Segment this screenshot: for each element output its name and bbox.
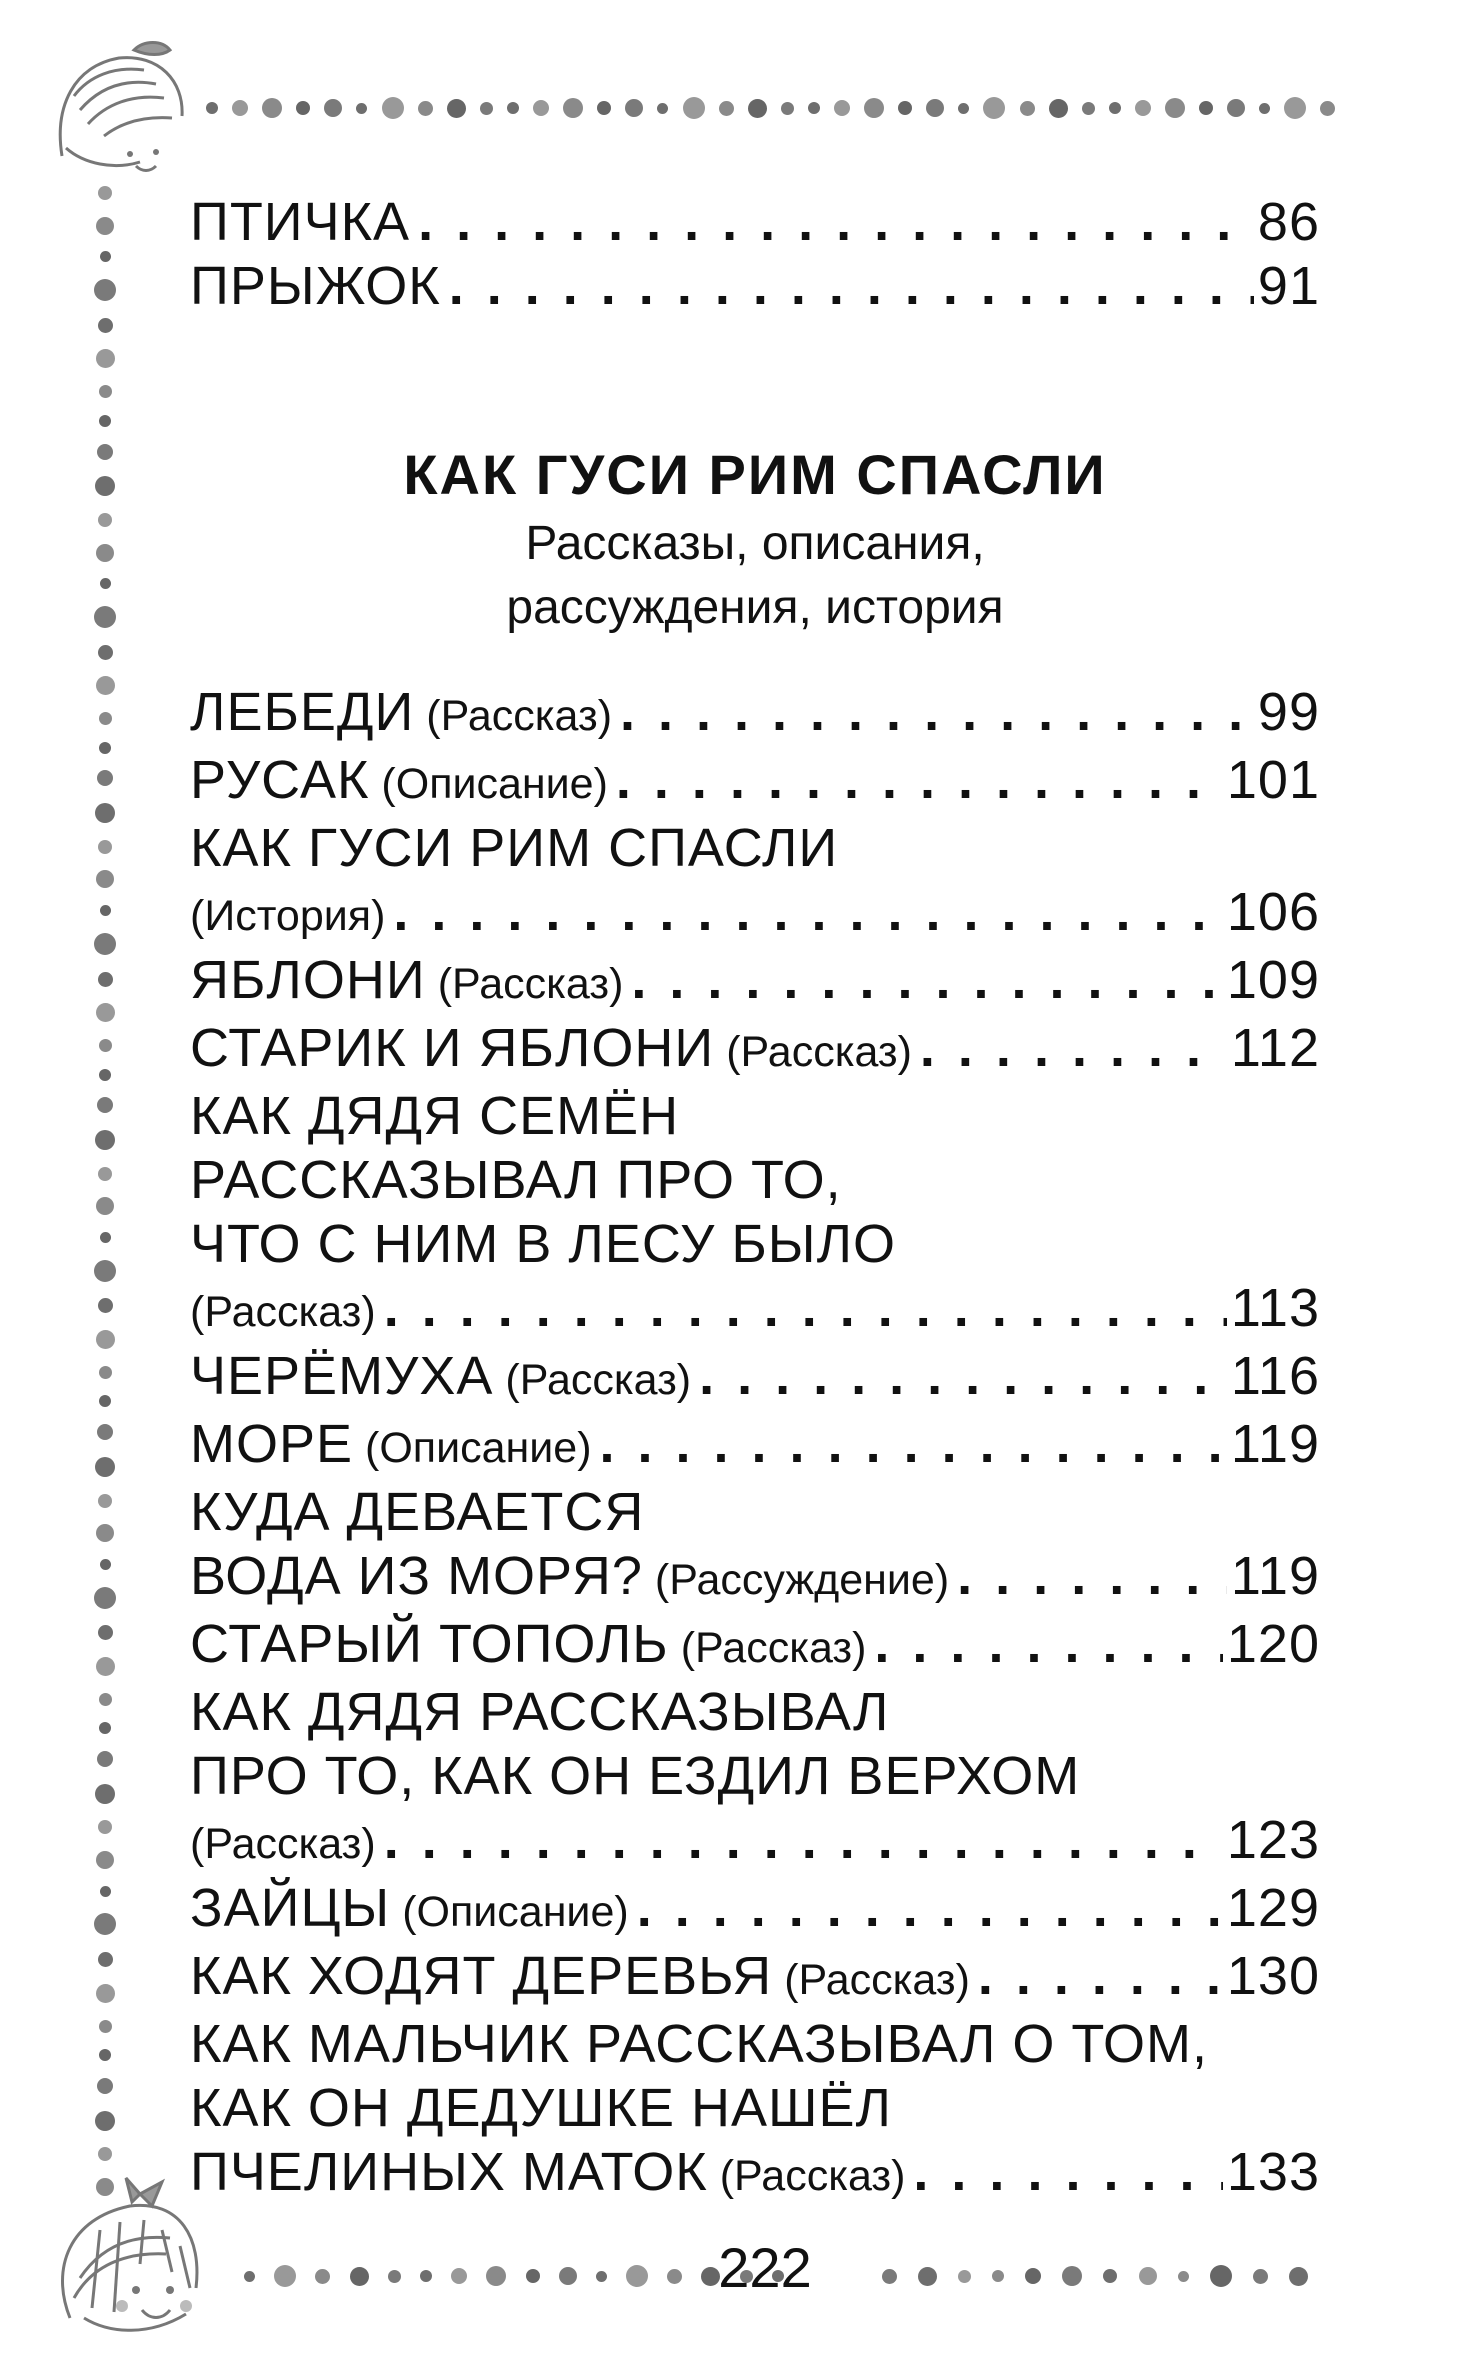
border-dot	[1320, 101, 1335, 116]
border-dot	[97, 770, 113, 786]
entry-genre-note: (Описание)	[365, 1424, 592, 1472]
border-dot	[96, 1330, 115, 1349]
entry-title: ПЧЕЛИНЫХ МАТОК	[190, 2142, 708, 2202]
toc-entry-row	[190, 1276, 1320, 1344]
border-dot	[94, 279, 116, 301]
border-dot	[992, 2270, 1004, 2282]
border-dot	[96, 1657, 115, 1676]
entry-title: СТАРЫЙ ТОПОЛЬ	[190, 1614, 669, 1674]
border-dot	[1284, 97, 1306, 119]
entry-page-number: 119	[1230, 1414, 1320, 1474]
border-dot	[94, 1260, 116, 1282]
dot-leader	[637, 1876, 1223, 1940]
entry-page-number: 109	[1226, 950, 1320, 1010]
border-dot	[97, 1097, 113, 1113]
border-dot	[98, 972, 113, 987]
dot-leader	[384, 1808, 1223, 1872]
border-dot	[657, 103, 668, 114]
entry-genre-note: (Описание)	[381, 760, 608, 808]
dot-leader	[978, 1944, 1223, 2008]
toc-entry-row	[190, 1944, 1320, 2012]
border-dot	[1062, 2266, 1082, 2286]
section-entries	[190, 680, 1320, 2208]
table-of-contents	[190, 190, 1320, 2208]
toc-entry-row	[190, 1344, 1320, 1412]
border-dot	[683, 97, 705, 119]
border-dot	[1178, 2271, 1189, 2282]
border-dot	[1025, 2268, 1041, 2284]
toc-entry-row	[190, 190, 1320, 254]
border-dot	[98, 1494, 112, 1508]
border-dot	[748, 99, 767, 118]
border-dot	[526, 2269, 540, 2283]
border-dot	[94, 1913, 116, 1935]
border-dot	[100, 905, 111, 916]
border-dot	[356, 103, 367, 114]
border-dot	[1210, 2265, 1232, 2287]
border-dot	[99, 1722, 111, 1734]
dot-leader	[920, 1016, 1227, 1080]
toc-entry-row	[190, 1412, 1320, 1480]
entry-title-line: ЧТО С НИМ В ЛЕСУ БЫЛО	[190, 1214, 897, 1274]
border-dot	[1259, 103, 1270, 114]
border-dot	[480, 102, 493, 115]
entry-page-number: 86	[1257, 192, 1320, 252]
page-number: 222	[718, 2236, 812, 2299]
border-dot	[864, 98, 884, 118]
entry-page-number: 120	[1226, 1614, 1320, 1674]
entry-genre-note: (Рассказ)	[190, 1820, 376, 1868]
border-dot	[100, 1559, 111, 1570]
entry-title-line: КАК ГУСИ РИМ СПАСЛИ	[190, 818, 839, 878]
toc-entry-row	[190, 748, 1320, 816]
entry-page-number: 130	[1226, 1946, 1320, 2006]
border-dot	[98, 318, 113, 333]
entry-title-line: КАК ДЯДЯ РАССКАЗЫВАЛ	[190, 1682, 890, 1742]
entry-genre-note: (Описание)	[402, 1888, 629, 1936]
entry-page-number: 116	[1230, 1346, 1320, 1406]
border-dot	[97, 2078, 113, 2094]
border-dot	[958, 2270, 971, 2283]
entry-genre-note: (Рассказ)	[726, 1028, 912, 1076]
border-dot	[274, 2265, 296, 2287]
entry-title-line: КАК ОН ДЕДУШКЕ НАШЁЛ	[190, 2078, 892, 2138]
entry-genre-note: (Рассуждение)	[654, 1556, 950, 1604]
border-dot	[597, 101, 611, 115]
entry-page-number: 91	[1257, 256, 1320, 316]
border-dot	[96, 217, 114, 235]
border-dot	[206, 102, 218, 114]
border-dot	[388, 2270, 401, 2283]
border-dot	[96, 1851, 114, 1869]
border-dot	[926, 99, 944, 117]
bottom-dotted-border-right	[882, 2264, 1308, 2288]
entry-genre-note: (Рассказ)	[719, 2152, 906, 2200]
border-dot	[626, 2265, 648, 2287]
section-subtitle-line2: рассуждения, история	[506, 581, 1004, 634]
border-dot	[451, 2268, 467, 2284]
border-dot	[447, 99, 466, 118]
entry-title: РУСАК	[190, 750, 370, 810]
border-dot	[96, 1984, 115, 2003]
dot-leader	[874, 1612, 1222, 1676]
toc-entry-row	[190, 1612, 1320, 1680]
border-dot	[533, 100, 549, 116]
entry-page-number: 133	[1226, 2142, 1320, 2202]
border-dot	[99, 1039, 112, 1052]
border-dot	[100, 1232, 111, 1243]
border-dot	[1135, 100, 1151, 116]
border-dot	[324, 99, 342, 117]
border-dot	[98, 1167, 112, 1181]
section-heading	[190, 438, 1320, 640]
border-dot	[99, 712, 112, 725]
entry-title-line: ПРО ТО, КАК ОН ЕЗДИЛ ВЕРХОМ	[190, 1746, 1081, 1806]
entry-genre-note: (История)	[190, 892, 386, 940]
border-dot	[1289, 2267, 1308, 2286]
border-dot	[98, 1952, 113, 1967]
entry-title: ЧЕРЁМУХА	[190, 1346, 494, 1406]
toc-entry-row	[190, 948, 1320, 1016]
entry-title-line: КАК МАЛЬЧИК РАССКАЗЫВАЛ О ТОМ,	[190, 2014, 1208, 2074]
border-dot	[99, 1366, 112, 1379]
dot-leader	[393, 880, 1223, 944]
border-dot	[1082, 102, 1095, 115]
border-dot	[781, 102, 794, 115]
border-dot	[1139, 2267, 1157, 2285]
border-dot	[94, 606, 116, 628]
toc-entry-row	[190, 680, 1320, 748]
border-dot	[418, 101, 433, 116]
border-dot	[350, 2267, 369, 2286]
border-dot	[983, 97, 1005, 119]
dot-leader	[418, 190, 1254, 254]
border-dot	[420, 2270, 432, 2282]
entry-title-line: РАССКАЗЫВАЛ ПРО ТО,	[190, 1150, 842, 1210]
border-dot	[95, 1130, 115, 1150]
entry-page-number: 129	[1226, 1878, 1320, 1938]
toc-entry-row	[190, 1016, 1320, 1084]
border-dot	[97, 444, 113, 460]
entry-page-number: 101	[1226, 750, 1320, 810]
entry-page-number: 112	[1230, 1018, 1320, 1078]
entry-genre-note: (Рассказ)	[437, 960, 624, 1008]
entry-title: ЯБЛОНИ	[190, 950, 426, 1010]
dot-leader	[384, 1276, 1227, 1340]
border-dot	[95, 1457, 115, 1477]
border-dot	[96, 349, 115, 368]
border-dot	[563, 98, 583, 118]
border-dot	[100, 578, 111, 589]
border-dot	[94, 933, 116, 955]
border-dot	[1227, 99, 1245, 117]
dot-leader	[600, 1412, 1227, 1476]
border-dot	[958, 103, 969, 114]
entry-page-number: 119	[1230, 1546, 1320, 1606]
border-dot	[99, 1395, 111, 1407]
border-dot	[596, 2271, 607, 2282]
border-dot	[98, 1625, 113, 1640]
border-dot	[1199, 101, 1213, 115]
border-dot	[99, 385, 112, 398]
border-dot	[719, 101, 734, 116]
border-dot	[98, 2147, 112, 2161]
border-dot	[96, 1003, 115, 1022]
border-dot	[100, 1886, 111, 1897]
border-dot	[296, 101, 310, 115]
entry-page-number: 106	[1226, 882, 1320, 942]
border-dot	[99, 742, 111, 754]
border-dot	[98, 186, 112, 200]
border-dot	[98, 513, 112, 527]
entry-title: ЛЕБЕДИ	[190, 682, 415, 742]
border-dot	[1109, 102, 1121, 114]
entry-genre-note: (Рассказ)	[784, 1956, 970, 2004]
dot-leader	[957, 1544, 1227, 1608]
border-dot	[95, 803, 115, 823]
border-dot	[100, 251, 111, 262]
border-dot	[1165, 98, 1185, 118]
border-dot	[96, 870, 114, 888]
top-dotted-border	[206, 96, 1336, 120]
girl-face-bottom-icon	[40, 2168, 210, 2338]
toc-entry-row	[190, 1544, 1320, 1612]
border-dot	[96, 1197, 114, 1215]
border-dot	[96, 1524, 114, 1542]
border-dot	[559, 2267, 577, 2285]
border-dot	[507, 102, 519, 114]
border-dot	[1020, 101, 1035, 116]
entry-title: ПРЫЖОК	[190, 256, 441, 316]
border-dot	[1049, 99, 1068, 118]
entry-genre-note: (Рассказ)	[190, 1288, 376, 1336]
border-dot	[315, 2269, 330, 2284]
border-dot	[382, 97, 404, 119]
border-dot	[96, 676, 115, 695]
border-dot	[98, 840, 112, 854]
border-dot	[1253, 2269, 1268, 2284]
left-dotted-border	[90, 186, 120, 2196]
border-dot	[808, 102, 820, 114]
toc-entry-row	[190, 1808, 1320, 1876]
dot-leader	[913, 2140, 1222, 2204]
girl-face-top-icon	[44, 36, 194, 176]
entry-genre-note: (Рассказ)	[426, 692, 613, 740]
dot-leader	[616, 748, 1223, 812]
toc-entry-row	[190, 880, 1320, 948]
entry-page-number: 113	[1230, 1278, 1320, 1338]
border-dot	[244, 2271, 255, 2282]
entry-page-number: 123	[1226, 1810, 1320, 1870]
entry-title: ЗАЙЦЫ	[190, 1878, 391, 1938]
entry-genre-note: (Рассказ)	[505, 1356, 692, 1404]
entry-title-line: КУДА ДЕВАЕТСЯ	[190, 1482, 645, 1542]
entry-title: СТАРИК И ЯБЛОНИ	[190, 1018, 715, 1078]
border-dot	[486, 2266, 506, 2286]
toc-entry-row	[190, 2140, 1320, 2208]
dot-leader	[449, 254, 1254, 318]
entry-title: ПТИЧКА	[190, 192, 411, 252]
dot-leader	[631, 948, 1222, 1012]
border-dot	[97, 1751, 113, 1767]
border-dot	[98, 1820, 112, 1834]
border-dot	[834, 100, 850, 116]
border-dot	[98, 1298, 113, 1313]
dot-leader	[620, 680, 1254, 744]
border-dot	[99, 415, 111, 427]
entry-title-line: КАК ДЯДЯ СЕМЁН	[190, 1086, 680, 1146]
entry-title: КАК ХОДЯТ ДЕРЕВЬЯ	[190, 1946, 773, 2006]
section-title: КАК ГУСИ РИМ СПАСЛИ	[403, 443, 1107, 506]
border-dot	[97, 1424, 113, 1440]
border-dot	[99, 2020, 112, 2033]
dot-leader	[699, 1344, 1227, 1408]
border-dot	[95, 2111, 115, 2131]
entry-genre-note: (Рассказ)	[680, 1624, 867, 1672]
top-entries	[190, 190, 1320, 318]
border-dot	[95, 476, 115, 496]
border-dot	[882, 2269, 897, 2284]
entry-title: ВОДА ИЗ МОРЯ?	[190, 1546, 643, 1606]
border-dot	[94, 1587, 116, 1609]
border-dot	[898, 101, 912, 115]
entry-title: МОРЕ	[190, 1414, 354, 1474]
border-dot	[99, 1069, 111, 1081]
border-dot	[262, 98, 282, 118]
toc-entry-row	[190, 254, 1320, 318]
border-dot	[96, 544, 114, 562]
section-subtitle-line1: Рассказы, описания,	[525, 517, 985, 570]
border-dot	[918, 2267, 937, 2286]
entry-page-number: 99	[1257, 682, 1320, 742]
border-dot	[99, 2049, 111, 2061]
border-dot	[95, 1784, 115, 1804]
border-dot	[99, 1693, 112, 1706]
toc-entry-row	[190, 1876, 1320, 1944]
border-dot	[1103, 2269, 1117, 2283]
border-dot	[625, 99, 643, 117]
border-dot	[98, 645, 113, 660]
border-dot	[232, 100, 248, 116]
border-dot	[667, 2269, 682, 2284]
